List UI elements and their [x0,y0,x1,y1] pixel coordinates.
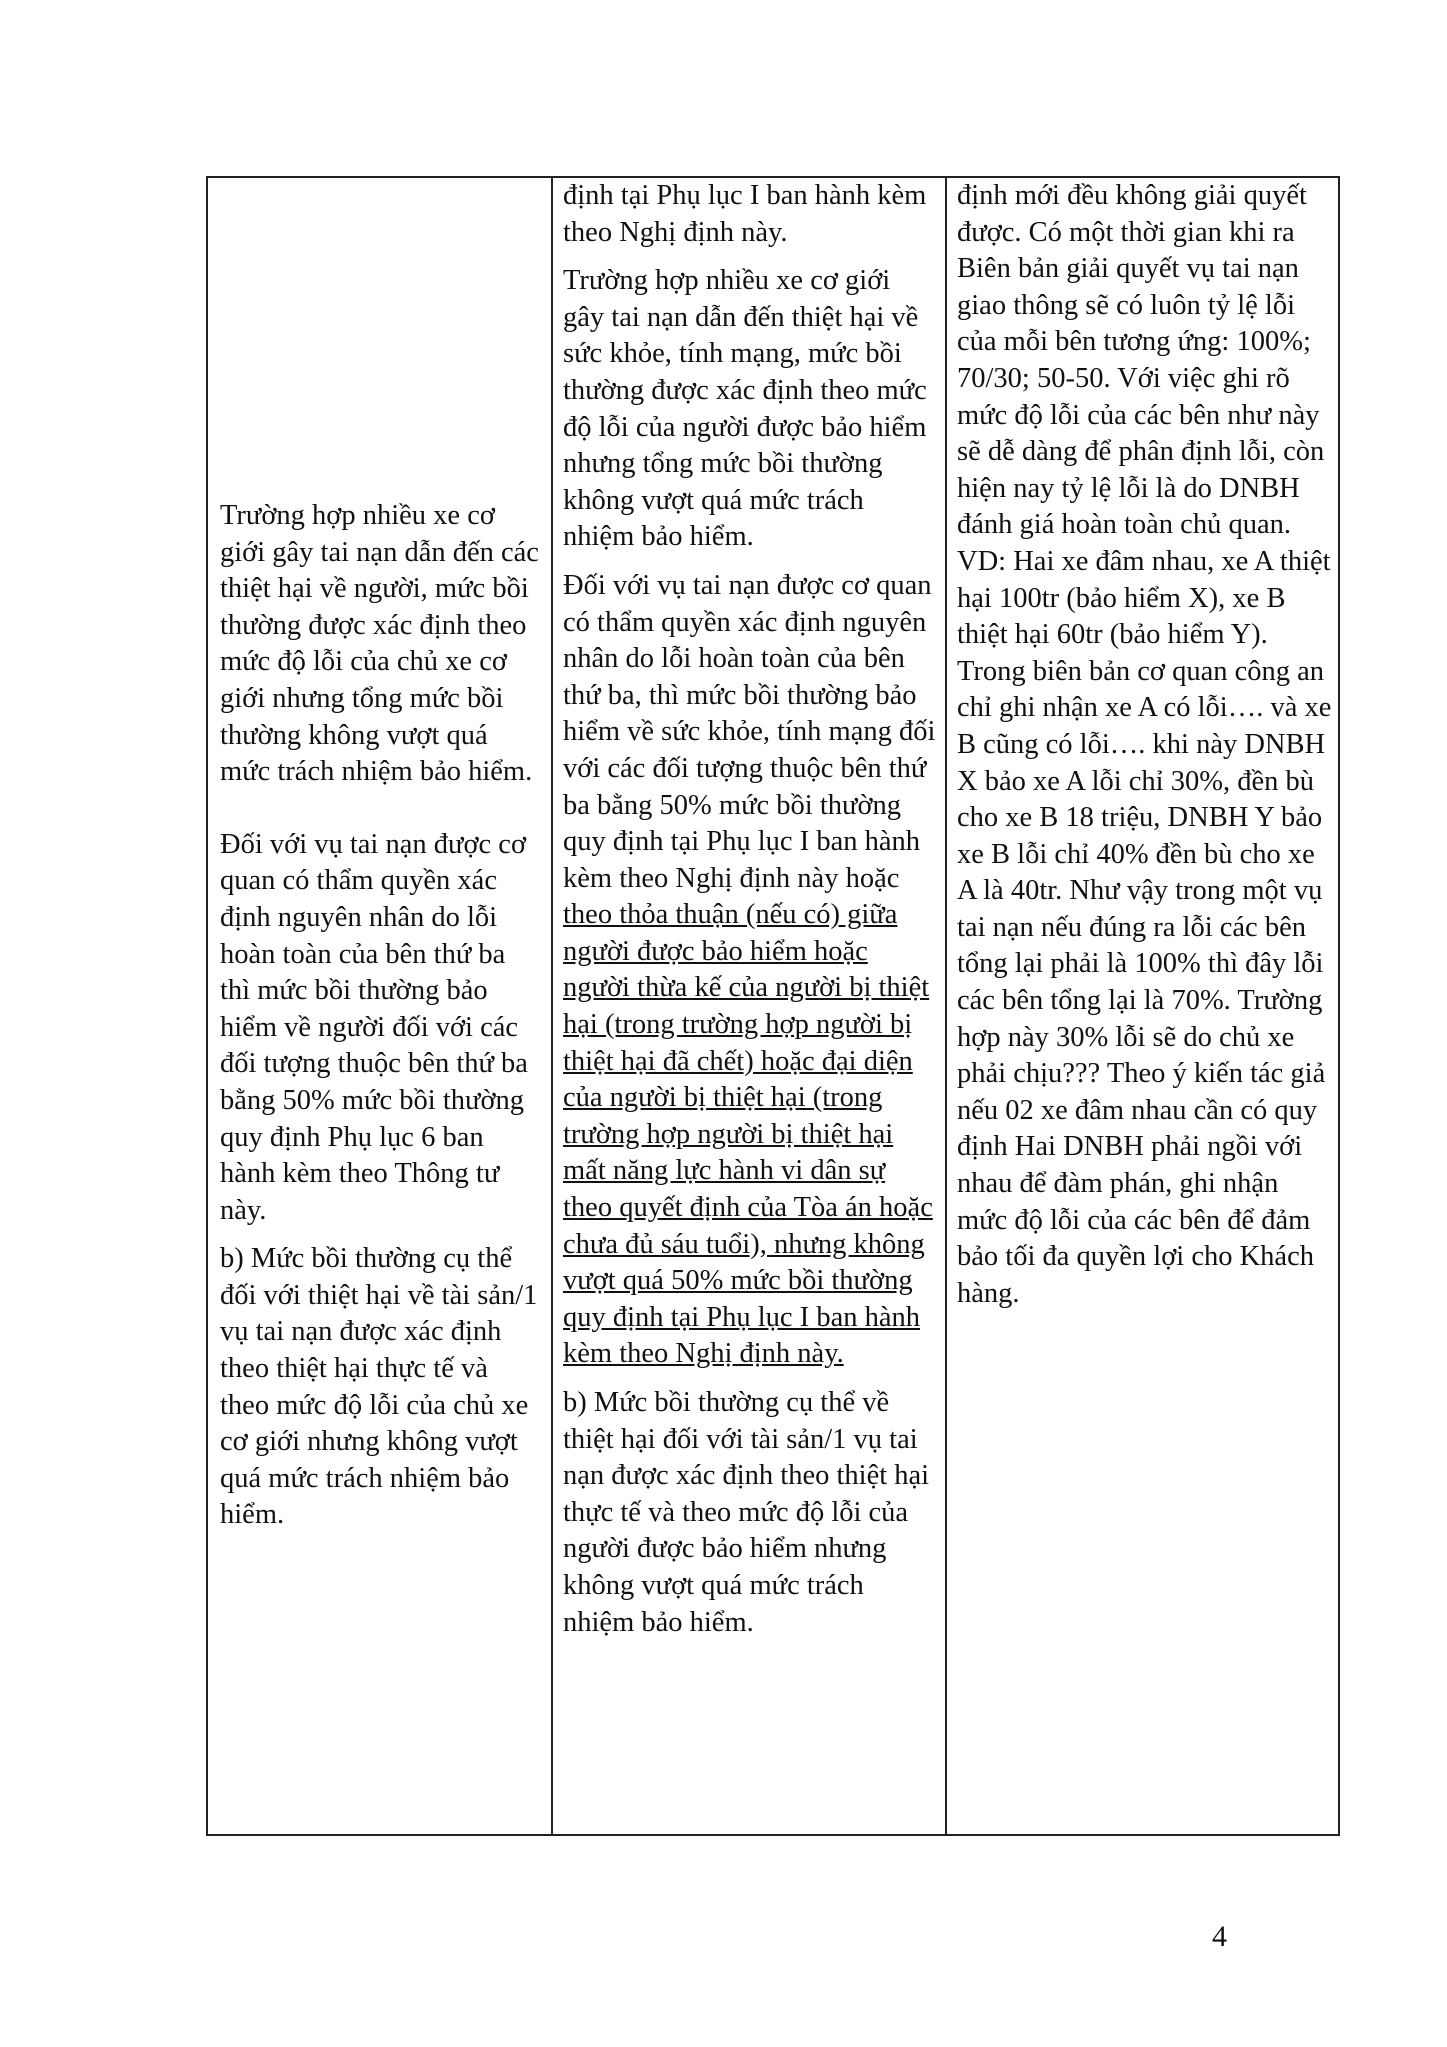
column-divider-1 [551,178,553,1834]
col2-paragraph-3-underlined: theo thỏa thuận (nếu có) giữa người được bảo hiểm hoặc người thừa kế của người bị thiệt hại (trong trường hợp người bị thiệt hại đã chết) hoặc đại diện của người bị thiệt hại (trong trường hợp người bị thiệt hại mất năng lực hành vi dân sự theo quyết định của Tòa án hoặc chưa đủ sáu tuổi), nhưng không vượt quá 50% mức bồi thường quy định tại Phụ lục I ban hành kèm theo Nghị định này. [563,899,933,1370]
col2-paragraph-4: b) Mức bồi thường cụ thể về thiệt hại đối với tài sản/1 vụ tai nạn được xác định theo thiệt hại thực tế và theo mức độ lỗi của người được bảo hiểm nhưng không vượt quá mức trách nhiệm bảo hiểm. [563,1387,930,1638]
col2-paragraph-1: định tại Phụ lục I ban hành kèm theo Nghị định này. [563,180,927,248]
cell-comment [957,178,1333,1312]
col3-paragraph-1: định mới đều không giải quyết được. Có một thời gian khi ra Biên bản giải quyết vụ tai nạn giao thông sẽ có luôn tỷ lệ lỗi của mỗi bên tương ứng: 100%; 70/30; 50-50. Với việc ghi rõ mức độ lỗi của các bên như này sẽ dễ dàng để phân định lỗi, còn hiện nay tỷ lệ lỗi là do DNBH đánh giá hoàn toàn chủ quan. VD: Hai xe đâm nhau, xe A thiệt hại 100tr (bảo hiểm X), xe B thiệt hại 60tr (bảo hiểm Y). Trong biên bản cơ quan công an chỉ ghi nhận xe A có lỗi…. và xe B cũng có lỗi…. khi này DNBH X bảo xe A lỗi chỉ 30%, đền bù cho xe B 18 triệu, DNBH Y bảo xe B lỗi chỉ 40% đền bù cho xe A là 40tr. Như vậy trong một vụ tai nạn nếu đúng ra lỗi các bên tổng lại phải là 100% thì đây lỗi các bên tổng lại là 70%. Trường hợp này 30% lỗi sẽ do chủ xe phải chịu??? Theo ý kiến tác giả nếu 02 xe đâm nhau cần có quy định Hai DNBH phải ngồi với nhau để đàm phán, ghi nhận mức độ lỗi của các bên để đảm bảo tối đa quyền lợi cho Khách hàng. [957,180,1332,1309]
comparison-table [206,176,1340,1836]
col2-paragraph-3 [563,568,938,1373]
col2-paragraph-3-text: Đối với vụ tai nạn được cơ quan có thẩm quyền xác định nguyên nhân do lỗi hoàn toàn của bên thứ ba, thì mức bồi thường bảo hiểm về sức khỏe, tính mạng đối với các đối tượng thuộc bên thứ ba bằng 50% mức bồi thường quy định tại Phụ lục I ban hành kèm theo Nghị định này hoặc [563,569,936,894]
col1-paragraph-2: Đối với vụ tai nạn được cơ quan có thẩm quyền xác định nguyên nhân do lỗi hoàn toàn của bên thứ ba thì mức bồi thường bảo hiểm về người đối với các đối tượng thuộc bên thứ ba bằng 50% mức bồi thường quy định Phụ lục 6 ban hành kèm theo Thông tư này. [220,828,528,1226]
col1-paragraph-3: b) Mức bồi thường cụ thể đối với thiệt hại về tài sản/1 vụ tai nạn được xác định theo thiệt hại thực tế và theo mức độ lỗi của chủ xe cơ giới nhưng không vượt quá mức trách nhiệm bảo hiểm. [220,1243,538,1531]
column-divider-2 [945,178,947,1834]
page-number: 4 [1212,1920,1227,1953]
col2-paragraph-2: Trường hợp nhiều xe cơ giới gây tai nạn dẫn đến thiệt hại về sức khỏe, tính mạng, mức bồi thường được xác định theo mức độ lỗi của người được bảo hiểm nhưng tổng mức bồi thường không vượt quá mức trách nhiệm bảo hiểm. [563,265,927,553]
col1-paragraph-1: Trường hợp nhiều xe cơ giới gây tai nạn dẫn đến các thiệt hại về người, mức bồi thường được xác định theo mức độ lỗi của chủ xe cơ giới nhưng tổng mức bồi thường không vượt quá mức trách nhiệm bảo hiểm. [220,500,539,788]
cell-draft-regulation [563,178,938,1641]
cell-current-regulation [220,498,542,1534]
